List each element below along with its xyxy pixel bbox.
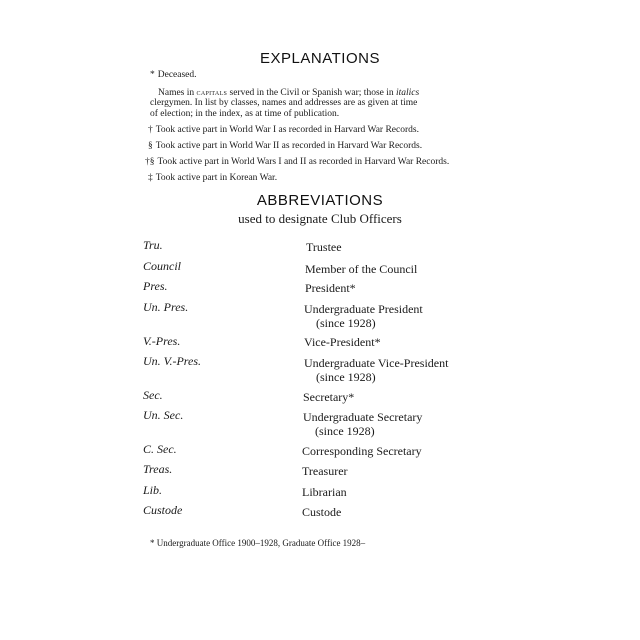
note-names-line-2: clergymen. In list by classes, names and addresses are as given at time — [150, 98, 418, 108]
abbreviation-meaning: Librarian — [302, 485, 347, 499]
meaning-line: Undergraduate Vice-President — [304, 356, 449, 370]
abbreviation-term: Custode — [143, 503, 183, 517]
abbreviation-term: Un. V.-Pres. — [143, 354, 201, 368]
note-symbol: ‡ — [148, 173, 153, 183]
note-capitals-word: capitals — [196, 87, 228, 97]
abbreviation-meaning: Treasurer — [302, 464, 348, 478]
meaning-line-continued: (since 1928) — [315, 424, 375, 438]
abbreviation-meaning: Trustee — [306, 240, 342, 254]
abbreviation-term: V.-Pres. — [143, 334, 181, 348]
meaning-line-continued: (since 1928) — [316, 370, 376, 384]
abbreviation-meaning: Custode — [302, 505, 342, 519]
abbreviation-term: Treas. — [143, 462, 173, 476]
meaning-line: Undergraduate President — [304, 302, 423, 316]
abbreviations-heading: ABBREVIATIONS — [256, 192, 384, 209]
abbreviation-meaning — [303, 410, 422, 438]
abbreviation-term: Council — [143, 259, 181, 273]
note-deceased — [150, 70, 197, 80]
abbreviation-meaning: President* — [305, 281, 356, 295]
note-ww1 — [148, 125, 419, 135]
note-symbol: § — [148, 141, 153, 151]
abbreviation-meaning: Corresponding Secretary — [302, 444, 422, 458]
note-ww12 — [145, 157, 449, 167]
abbreviation-term: Un. Sec. — [143, 408, 184, 422]
note-text: served in the Civil or Spanish war; those in — [229, 88, 394, 98]
footnote: * Undergraduate Office 1900–1928, Graduate Office 1928– — [150, 538, 366, 548]
abbreviation-meaning: Member of the Council — [305, 262, 418, 276]
explanations-heading: EXPLANATIONS — [260, 50, 380, 67]
note-text: Deceased. — [157, 70, 197, 80]
abbreviation-meaning: Secretary* — [303, 390, 355, 404]
abbreviation-meaning — [304, 302, 423, 330]
note-symbol: * — [150, 70, 155, 80]
abbreviation-term: Lib. — [143, 483, 163, 497]
note-text: Took active part in Korean War. — [155, 173, 278, 183]
note-names-line-3: of election; in the index, as at time of publication. — [150, 109, 340, 119]
abbreviation-term: Tru. — [143, 238, 163, 252]
note-text: Took active part in World Wars I and II as recorded in Harvard War Records. — [157, 157, 450, 167]
abbreviation-term: Sec. — [143, 388, 163, 402]
meaning-line: Undergraduate Secretary — [303, 410, 423, 424]
abbreviation-term: Un. Pres. — [143, 300, 189, 314]
note-symbol: †§ — [145, 157, 155, 167]
abbreviations-subtitle: used to designate Club Officers — [238, 211, 402, 226]
note-names-line-1 — [158, 87, 419, 98]
abbreviation-term: C. Sec. — [143, 442, 177, 456]
abbreviation-meaning — [304, 356, 448, 384]
note-italics-word: italics — [396, 88, 420, 98]
meaning-line-continued: (since 1928) — [316, 316, 376, 330]
note-text: Took active part in World War II as recorded in Harvard War Records. — [155, 141, 423, 151]
note-text: Names in — [158, 88, 195, 98]
note-text: Took active part in World War I as recorded in Harvard War Records. — [155, 125, 419, 135]
note-korea — [148, 173, 277, 183]
abbreviation-term: Pres. — [143, 279, 168, 293]
note-symbol: † — [148, 125, 153, 135]
note-ww2 — [148, 141, 422, 151]
abbreviation-meaning: Vice-President* — [304, 335, 381, 349]
